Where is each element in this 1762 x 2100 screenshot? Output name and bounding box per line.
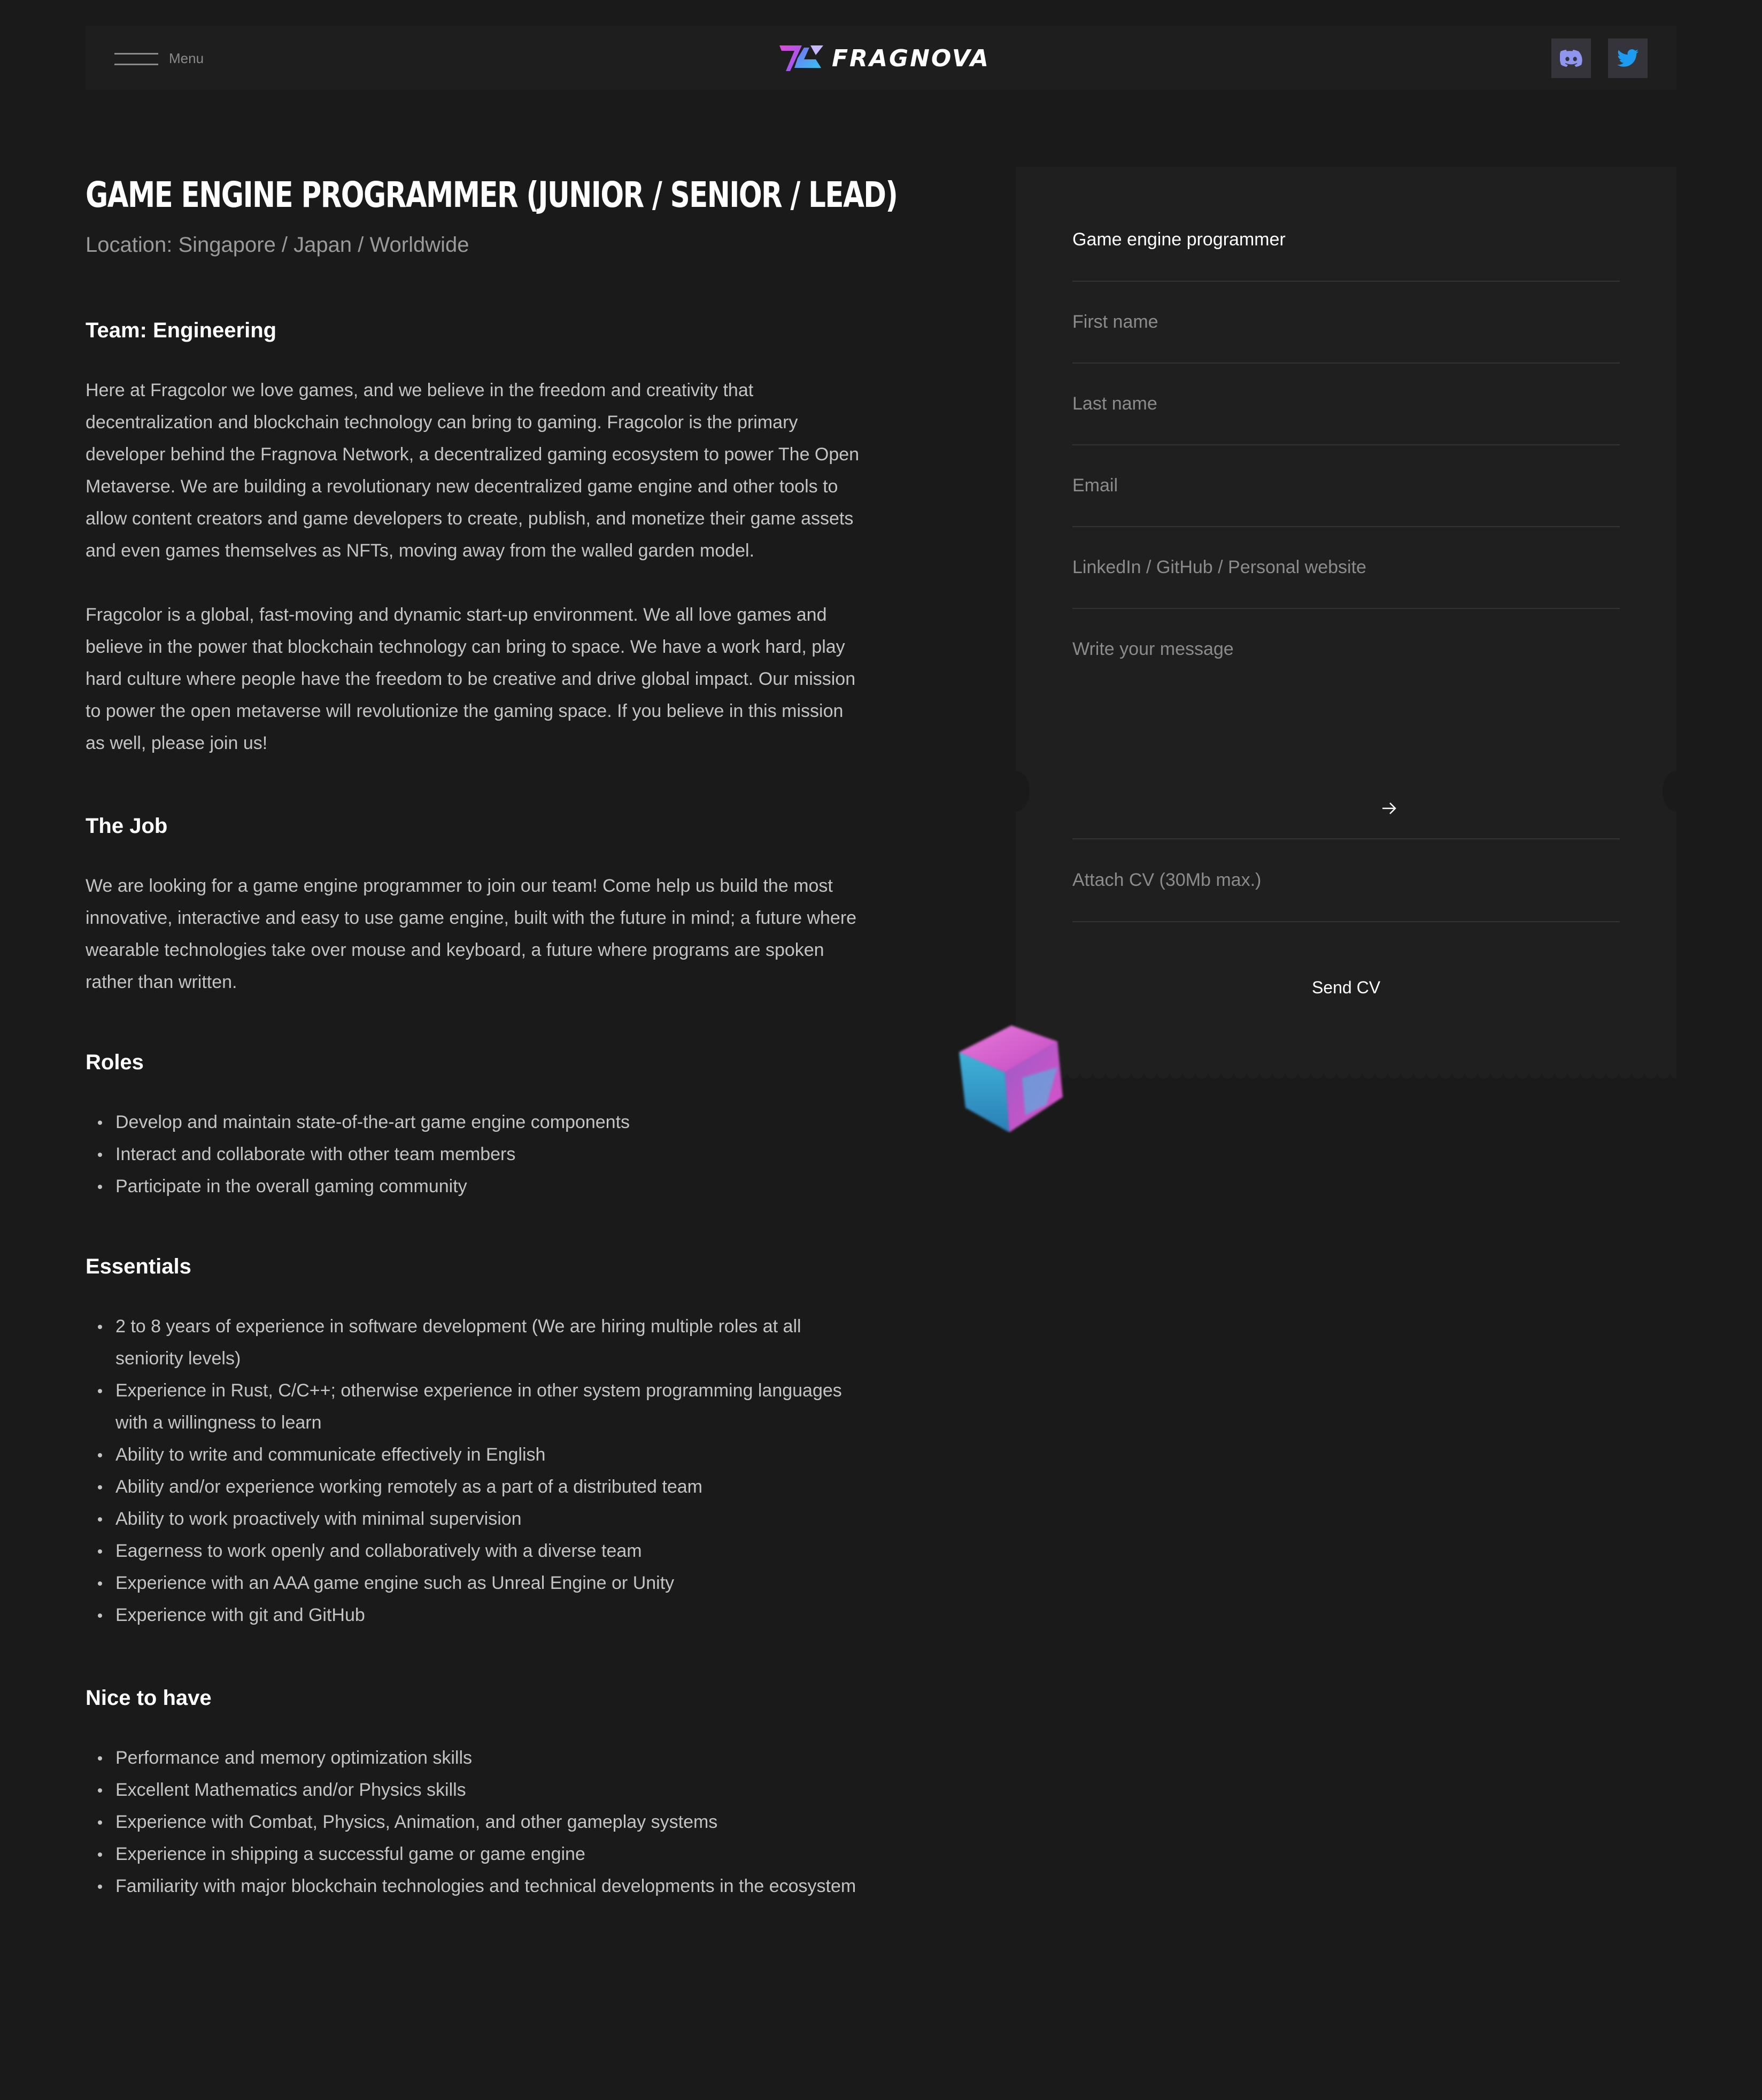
list-item: Experience with an AAA game engine such as Unreal Engine or Unity	[86, 1567, 866, 1599]
list-item: Performance and memory optimization skills	[86, 1742, 866, 1774]
list-item: Develop and maintain state-of-the-art game engine components	[86, 1106, 866, 1138]
last-name-field	[1072, 364, 1620, 445]
website-field	[1072, 527, 1620, 609]
fragnova-logo-icon	[778, 43, 824, 73]
the-job-heading: The Job	[86, 814, 168, 838]
the-job-paragraph: We are looking for a game engine programmer to join our team! Come help us build the most innovative, interactive and easy to use game engine, built with the future in mind; a future where wearable technologies take over mouse and keyboard, a future where programs are spoken rather than written.	[86, 876, 857, 992]
list-item: Participate in the overall gaming community	[86, 1170, 866, 1202]
list-item: Ability and/or experience working remotely as a part of a distributed team	[86, 1471, 866, 1503]
first-name-field	[1072, 282, 1620, 364]
list-item: Eagerness to work openly and collaboratively with a diverse team	[86, 1535, 866, 1567]
discord-icon	[1560, 50, 1582, 67]
intro-paragraph-1: Here at Fragcolor we love games, and we believe in the freedom and creativity that decentralization and blockchain technology can bring to gaming. Fragcolor is the primary developer behind the Fragnova Network, a decentralized gaming ecosystem to power The Open Metaverse. We are building a revolutionary new decentralized game engine and other tools to allow content creators and game developers to create, publish, and monetize their game assets and even games themselves as NFTs, moving away from the walled garden model.	[86, 380, 860, 561]
menu-button[interactable]	[114, 47, 204, 70]
hamburger-icon	[114, 50, 158, 67]
list-item: Interact and collaborate with other team members	[86, 1138, 866, 1170]
site-header	[86, 26, 1676, 90]
email-field	[1072, 445, 1620, 527]
position-field	[1072, 199, 1620, 282]
list-item: Ability to write and communicate effectively in English	[86, 1439, 866, 1471]
nice-to-have-heading: Nice to have	[86, 1686, 212, 1710]
message-submit-button[interactable]	[1378, 798, 1400, 819]
list-item: Excellent Mathematics and/or Physics skills	[86, 1774, 866, 1806]
list-item: Familiarity with major blockchain technologies and technical developments in the ecosystem	[86, 1870, 866, 1902]
decorative-cube-icon	[953, 1014, 1076, 1142]
job-title: GAME ENGINE PROGRAMMER (JUNIOR / SENIOR / LEAD)	[86, 174, 898, 215]
essentials-heading: Essentials	[86, 1255, 191, 1278]
job-location: Location: Singapore / Japan / Worldwide	[86, 233, 469, 257]
message-field	[1072, 609, 1620, 839]
website-input[interactable]	[1072, 527, 1620, 608]
nice-to-have-list	[86, 1742, 866, 1902]
panel-zigzag-edge	[1016, 1072, 1676, 1080]
attach-cv-button[interactable]: Attach CV (30Mb max.)	[1072, 839, 1620, 922]
panel-notch-left	[1002, 771, 1030, 812]
list-item: Experience with git and GitHub	[86, 1599, 866, 1631]
panel-notch-right	[1663, 771, 1690, 812]
send-cv-button[interactable]: Send CV	[1072, 963, 1620, 1012]
essentials-list	[86, 1310, 866, 1631]
application-form	[1016, 167, 1676, 1072]
twitter-icon	[1617, 49, 1639, 67]
job-description	[86, 166, 898, 1902]
menu-label: Menu	[169, 50, 204, 66]
list-item: 2 to 8 years of experience in software development (We are hiring multiple roles at all seniority levels)	[86, 1310, 866, 1375]
list-item: Experience with Combat, Physics, Animation, and other gameplay systems	[86, 1806, 866, 1838]
brand-name: FRAGNOVA	[832, 44, 990, 72]
last-name-input[interactable]	[1072, 364, 1620, 444]
list-item: Experience in Rust, C/C++; otherwise experience in other system programming languages with a willingness to learn	[86, 1375, 866, 1439]
discord-button[interactable]	[1551, 38, 1591, 78]
team-heading: Team: Engineering	[86, 319, 277, 342]
message-textarea[interactable]	[1072, 636, 1620, 743]
roles-heading: Roles	[86, 1051, 144, 1074]
list-item: Experience in shipping a successful game or game engine	[86, 1838, 866, 1870]
arrow-right-icon	[1378, 798, 1400, 819]
position-input[interactable]	[1072, 199, 1620, 281]
intro-paragraph-2: Fragcolor is a global, fast-moving and dynamic start-up environment. We all love games and believe in the power that blockchain technology can bring to space. We have a work hard, play hard culture where people have the freedom to be creative and drive global impact. Our mission to power the open metaverse will revolutionize the gaming space. If you believe in this mission as well, please join us!	[86, 605, 856, 753]
email-input[interactable]	[1072, 445, 1620, 526]
brand-logo[interactable]	[778, 42, 990, 75]
twitter-button[interactable]	[1608, 38, 1648, 78]
first-name-input[interactable]	[1072, 282, 1620, 362]
roles-list	[86, 1106, 866, 1202]
list-item: Ability to work proactively with minimal supervision	[86, 1503, 866, 1535]
